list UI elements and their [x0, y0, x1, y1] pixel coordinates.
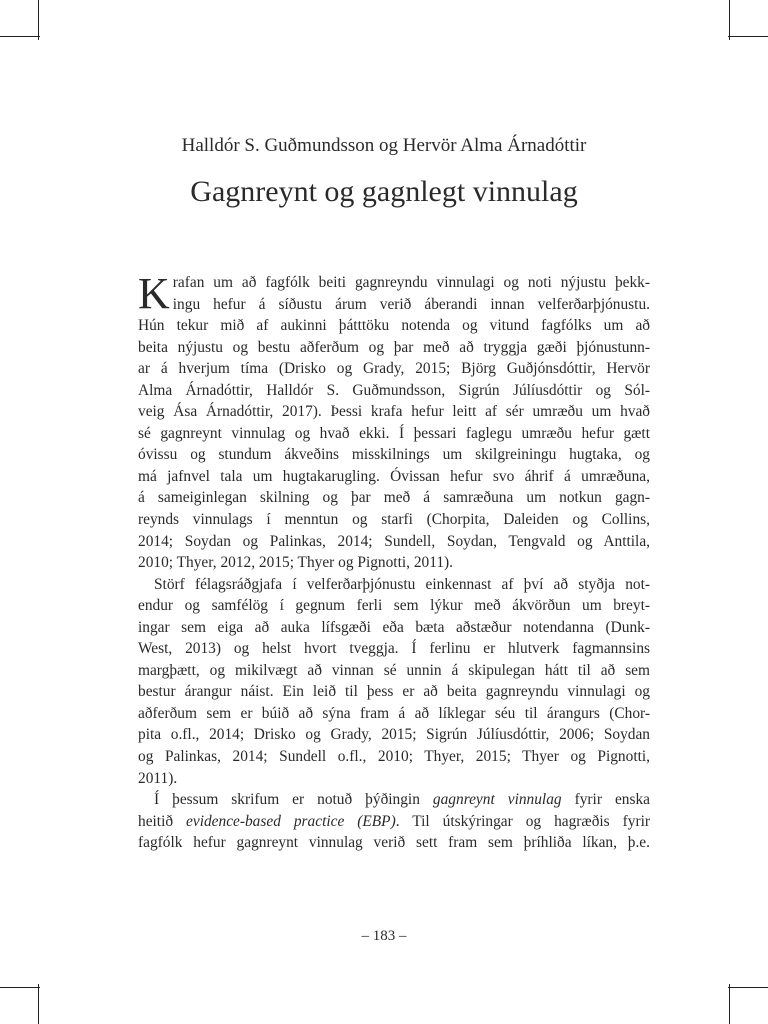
body-text: fyrir enska — [561, 791, 650, 809]
crop-mark-bottom-left-vertical — [38, 984, 39, 1024]
body-emphasis: gagnreynt vinnulag — [432, 791, 562, 809]
body-line: á sameiginlegan skilning og þar með á samræðuna um notkun gagn- — [138, 489, 650, 507]
crop-mark-bottom-right-vertical — [729, 984, 730, 1024]
body-text: . Til útskýringar og hagræðis fyrir — [395, 812, 650, 830]
body-line — [138, 789, 650, 811]
body-line: beita nýjustu og bestu aðferðum og þar með að tryggja gæði þjónustunn- — [138, 338, 650, 356]
article-title: Gagnreynt og gagnlegt vinnulag — [190, 175, 578, 208]
body-line: 2010; Thyer, 2012, 2015; Thyer og Pignotti, 2011). — [138, 554, 454, 572]
body-emphasis: evidence-based practice (EBP) — [186, 812, 396, 830]
body-line: fagfólk hefur gagnreynt vinnulag verið sett fram sem þríhliða líkan, þ.e. — [138, 834, 650, 852]
crop-mark-bottom-right-horizontal — [728, 987, 768, 988]
body-line: pita o.fl., 2014; Drisko og Grady, 2015; Sigrún Júlíusdóttir, 2006; Soydan — [138, 726, 650, 744]
article-authors: Halldór S. Guðmundsson og Hervör Alma Árnadóttir — [181, 135, 587, 156]
body-line: ingar sem eiga að auka lífsgæði eða bæta aðstæður notendanna (Dunk- — [138, 618, 650, 636]
body-line: óvissu og stundum ákveðins misskilnings um skilgreiningu hugtaka, og — [138, 446, 650, 464]
body-line: veig Ása Árnadóttir, 2017). Þessi krafa hefur leitt af sér umræðu um hvað — [138, 403, 650, 421]
crop-mark-top-right-vertical — [729, 0, 730, 40]
article-body — [138, 269, 650, 854]
body-line: Alma Árnadóttir, Halldór S. Guðmundsson, Sigrún Júlíusdóttir og Sól- — [138, 381, 650, 399]
crop-mark-top-left-vertical — [38, 0, 39, 40]
body-line: ar á hverjum tíma (Drisko og Grady, 2015; Björg Guðjónsdóttir, Hervör — [138, 360, 650, 378]
body-line: rafan um að fagfólk beiti gagnreyndu vinnulagi og noti nýjustu þekk- — [172, 274, 650, 291]
body-line: sé gagnreynt vinnulag og hvað ekki. Í þessari faglegu umræðu hefur gætt — [138, 424, 650, 442]
body-line: aðferðum sem er búið að sýna fram á að líklegar séu til árangurs (Chor- — [138, 704, 650, 722]
body-line: 2014; Soydan og Palinkas, 2014; Sundell, Soydan, Tengvald og Anttila, — [138, 532, 650, 550]
body-line: West, 2013) og helst hvort tveggja. Í ferlinu er hlutverk fagmannsins — [138, 640, 650, 658]
body-line: Hún tekur mið af aukinni þátttöku notenda og vitund fagfólks um að — [138, 317, 650, 335]
body-text: heitið — [138, 812, 187, 830]
body-line: ingu hefur á síðustu árum verið áberandi innan velferðarþjónustu. — [172, 295, 650, 313]
body-line: margþætt, og mikilvægt að vinnan sé unnin á skipulegan hátt til að sem — [138, 661, 650, 679]
body-line: reynds vinnulags í menntun og starfi (Chorpita, Daleiden og Collins, — [138, 511, 650, 529]
crop-mark-top-right-horizontal — [728, 36, 768, 37]
drop-cap: K — [138, 269, 170, 318]
body-line: má jafnvel tala um hugtakarugling. Óvissan hefur svo áhrif á umræðuna, — [138, 467, 650, 485]
page-number: – 183 – — [361, 928, 407, 944]
crop-mark-top-left-horizontal — [0, 36, 40, 37]
body-line: bestur árangur náist. Ein leið til þess er að beita gagnreyndu vinnulagi og — [138, 683, 650, 701]
body-text: Í þessum skrifum er notuð þýðingin — [154, 791, 433, 809]
body-line: Störf félagsráðgjafa í velferðarþjónustu einkennast af því að styðja not- — [154, 575, 650, 593]
crop-mark-bottom-left-horizontal — [0, 987, 40, 988]
body-line: og Palinkas, 2014; Sundell o.fl., 2010; Thyer, 2015; Thyer og Pignotti, — [138, 748, 650, 766]
body-line — [138, 811, 650, 833]
body-line: endur og samfélög í gegnum ferli sem lýkur með ákvörðun um breyt- — [138, 597, 650, 615]
body-line: 2011). — [138, 769, 178, 787]
